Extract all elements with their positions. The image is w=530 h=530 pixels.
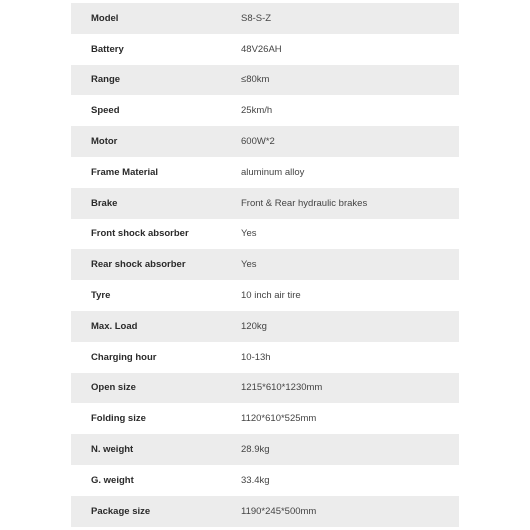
spec-label: Tyre — [71, 280, 241, 311]
spec-value: 120kg — [241, 311, 459, 342]
spec-value: 33.4kg — [241, 465, 459, 496]
spec-value: 48V26AH — [241, 34, 459, 65]
spec-value: 1215*610*1230mm — [241, 373, 459, 404]
spec-row-battery — [71, 34, 459, 65]
spec-row-motor — [71, 126, 459, 157]
spec-row-tyre — [71, 280, 459, 311]
spec-row-range — [71, 65, 459, 96]
spec-label: Folding size — [71, 403, 241, 434]
spec-row-open-size — [71, 373, 459, 404]
spec-value: 1120*610*525mm — [241, 403, 459, 434]
spec-label: Open size — [71, 373, 241, 404]
spec-row-folding-size — [71, 403, 459, 434]
spec-row-front-shock-absorber — [71, 219, 459, 250]
spec-label: Front shock absorber — [71, 219, 241, 250]
spec-row-max-load — [71, 311, 459, 342]
spec-label: Model — [71, 3, 241, 34]
spec-row-brake — [71, 188, 459, 219]
spec-label: Rear shock absorber — [71, 249, 241, 280]
spec-row-model — [71, 3, 459, 34]
spec-row-frame-material — [71, 157, 459, 188]
spec-value: 10 inch air tire — [241, 280, 459, 311]
spec-table — [71, 3, 459, 527]
spec-value: 10-13h — [241, 342, 459, 373]
spec-label: Battery — [71, 34, 241, 65]
spec-label: G. weight — [71, 465, 241, 496]
spec-label: Package size — [71, 496, 241, 527]
spec-value: Front & Rear hydraulic brakes — [241, 188, 459, 219]
spec-value: ≤80km — [241, 65, 459, 96]
spec-label: Speed — [71, 95, 241, 126]
spec-label: Charging hour — [71, 342, 241, 373]
spec-value: aluminum alloy — [241, 157, 459, 188]
spec-label: Brake — [71, 188, 241, 219]
spec-row-charging-hour — [71, 342, 459, 373]
spec-label: Frame Material — [71, 157, 241, 188]
spec-value: S8-S-Z — [241, 3, 459, 34]
spec-value: Yes — [241, 219, 459, 250]
spec-row-speed — [71, 95, 459, 126]
spec-row-net-weight — [71, 434, 459, 465]
spec-value: 25km/h — [241, 95, 459, 126]
spec-row-rear-shock-absorber — [71, 249, 459, 280]
spec-label: Range — [71, 65, 241, 96]
spec-label: Motor — [71, 126, 241, 157]
spec-table-body — [71, 3, 459, 527]
spec-value: 1190*245*500mm — [241, 496, 459, 527]
spec-row-gross-weight — [71, 465, 459, 496]
spec-row-package-size — [71, 496, 459, 527]
spec-value: 28.9kg — [241, 434, 459, 465]
spec-value: 600W*2 — [241, 126, 459, 157]
spec-value: Yes — [241, 249, 459, 280]
spec-label: Max. Load — [71, 311, 241, 342]
spec-label: N. weight — [71, 434, 241, 465]
